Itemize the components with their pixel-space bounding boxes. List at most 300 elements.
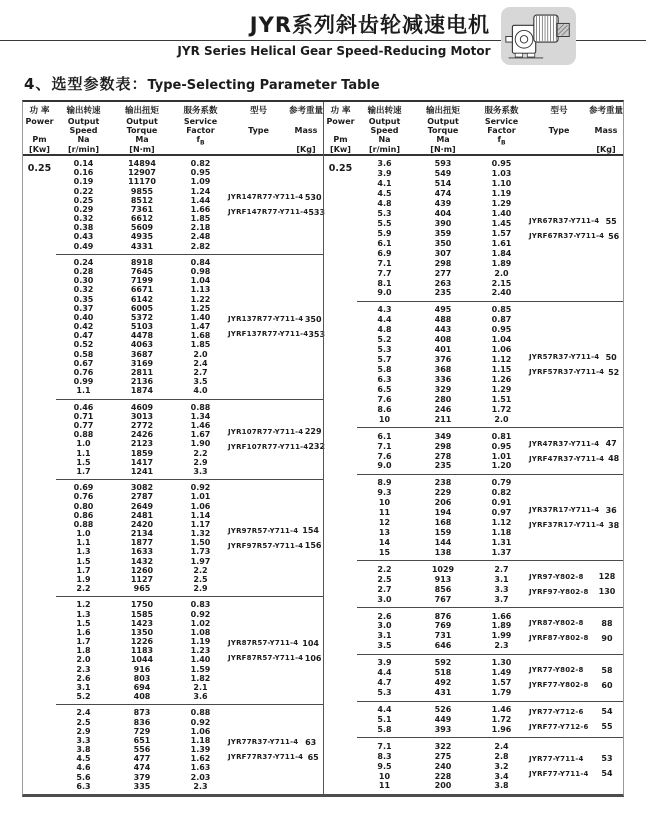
factor-cell: 1.85: [190, 340, 211, 350]
torque-cell: 401: [434, 345, 452, 355]
table-row: [56, 458, 228, 467]
mass-value: 47: [605, 439, 617, 449]
factor-cell: 1.40: [190, 655, 211, 665]
table-row: [56, 223, 228, 232]
mass-value: 50: [605, 352, 617, 362]
torque-cell: 965: [133, 584, 151, 594]
table-row: [357, 498, 529, 507]
table-row: [56, 538, 228, 547]
torque-cell: 7645: [130, 267, 154, 277]
type-label: JYR97R57-Y711-4: [228, 526, 299, 535]
factor-cell: 0.97: [491, 508, 512, 518]
factor-cell: 1.22: [190, 294, 211, 304]
type-label: JYRF77-Y802-8: [529, 681, 589, 690]
table-row: [56, 584, 228, 593]
speed-cell: 5.3: [377, 345, 392, 355]
block-rows: [357, 159, 529, 298]
torque-cell: 1350: [130, 627, 154, 637]
table-row: [56, 646, 228, 655]
table-row: [56, 736, 228, 745]
factor-cell: 0.81: [491, 431, 512, 441]
col-header-mass: 参考重量 Mass [Kg]: [589, 106, 624, 154]
speed-cell: 0.88: [73, 430, 94, 440]
speed-cell: 0.77: [73, 421, 94, 431]
table-row: [357, 585, 529, 594]
type-label: JYRF67R37-Y711-4: [529, 232, 605, 241]
section-title-en: Type-Selecting Parameter Table: [147, 78, 380, 93]
factor-cell: 1.82: [190, 673, 211, 683]
torque-cell: 1183: [130, 646, 154, 656]
torque-cell: 390: [434, 218, 452, 228]
torque-cell: 492: [434, 678, 452, 688]
speed-cell: 8.6: [377, 404, 392, 414]
type-label: JYRF87-Y802-8: [529, 634, 589, 643]
speed-cell: 9.0: [377, 461, 392, 471]
torque-cell: 393: [434, 724, 452, 734]
factor-cell: 0.88: [190, 708, 211, 718]
type-mass-line: [228, 193, 323, 202]
speed-cell: 0.71: [73, 411, 94, 421]
mass-value: 229: [304, 427, 322, 437]
table-row: [357, 658, 529, 667]
table-row: [56, 285, 228, 294]
torque-cell: 12907: [128, 168, 156, 178]
factor-cell: 3.4: [494, 771, 509, 781]
type-mass-line: [228, 654, 323, 663]
table-row: [56, 331, 228, 340]
torque-cell: 235: [434, 461, 452, 471]
torque-cell: 2649: [130, 501, 154, 511]
table-row: [357, 335, 529, 344]
table-row: [357, 508, 529, 517]
speed-cell: 11: [378, 508, 391, 518]
section-heading: [24, 73, 380, 94]
factor-cell: 1.34: [190, 411, 211, 421]
type-mass-group: [228, 708, 323, 791]
type-mass-line: [228, 526, 323, 535]
table-row: [357, 305, 529, 314]
speed-cell: 5.3: [377, 688, 392, 698]
factor-cell: 1.72: [491, 404, 512, 414]
factor-cell: 0.98: [190, 267, 211, 277]
table-row: [56, 600, 228, 609]
speed-cell: 2.2: [377, 564, 392, 574]
torque-cell: 322: [434, 741, 452, 751]
torque-cell: 549: [434, 169, 452, 179]
table-row: [357, 179, 529, 188]
factor-cell: 3.6: [193, 692, 208, 702]
torque-cell: 6612: [130, 214, 154, 224]
speed-cell: 0.37: [73, 303, 94, 313]
table-row: [357, 279, 529, 288]
torque-cell: 359: [434, 228, 452, 238]
block-rows: [357, 741, 529, 791]
speed-cell: 10: [378, 771, 391, 781]
factor-cell: 1.25: [190, 303, 211, 313]
table-row: [56, 655, 228, 664]
type-mass-group: [228, 483, 323, 593]
parameter-block: [357, 427, 623, 474]
speed-cell: 7.6: [377, 451, 392, 461]
torque-cell: 278: [434, 451, 452, 461]
table-row: [357, 452, 529, 461]
factor-cell: 1.30: [491, 658, 512, 668]
table-half-left: [23, 102, 326, 794]
table-row: [56, 708, 228, 717]
block-rows: [56, 403, 228, 476]
torque-cell: 277: [434, 268, 452, 278]
mass-value: 154: [302, 526, 319, 536]
table-row: [56, 350, 228, 359]
table-row: [357, 678, 529, 687]
speed-cell: 0.99: [73, 377, 94, 387]
parameter-block: [357, 701, 623, 738]
speed-cell: 0.52: [73, 340, 94, 350]
speed-cell: 12: [378, 518, 391, 528]
parameter-block: [357, 156, 623, 301]
factor-cell: 1.44: [190, 195, 211, 205]
table-row: [56, 276, 228, 285]
table-row: [357, 715, 529, 724]
block-rows: [357, 658, 529, 698]
blocks-right: [357, 156, 623, 794]
table-row: [357, 772, 529, 781]
col-header-power: 功 率 Power Pm [Kw]: [326, 106, 355, 154]
factor-cell: 3.8: [494, 781, 509, 791]
block-rows: [357, 611, 529, 651]
factor-cell: 1.62: [190, 754, 211, 764]
mass-value: 130: [598, 587, 616, 597]
type-mass-group: [529, 305, 623, 424]
factor-cell: 2.5: [193, 574, 208, 584]
table-row: [56, 683, 228, 692]
torque-cell: 3013: [130, 411, 154, 421]
torque-cell: 379: [133, 772, 151, 782]
factor-cell: 0.82: [491, 488, 512, 498]
type-mass-line: [529, 217, 623, 226]
mass-value: 48: [608, 454, 620, 464]
mass-value: 88: [601, 618, 613, 628]
type-mass-group: [529, 564, 623, 604]
speed-cell: 9.5: [377, 761, 392, 771]
type-label: JYRF37R17-Y711-4: [529, 521, 605, 530]
mass-value: 52: [608, 367, 620, 377]
col-header-power: 功 率 Power Pm [Kw]: [25, 106, 54, 154]
factor-cell: 1.12: [491, 518, 512, 528]
factor-cell: 2.40: [491, 288, 512, 298]
speed-cell: 5.3: [377, 209, 392, 219]
speed-cell: 1.0: [76, 439, 91, 449]
factor-cell: 1.23: [190, 646, 211, 656]
type-mass-line: [529, 681, 623, 690]
torque-cell: 211: [434, 414, 452, 424]
torque-cell: 329: [434, 384, 452, 394]
table-body-right: [324, 156, 623, 794]
speed-cell: 4.5: [377, 189, 392, 199]
factor-cell: 1.46: [491, 704, 512, 714]
factor-cell: 0.82: [190, 159, 211, 169]
type-mass-line: [529, 634, 623, 643]
speed-cell: 6.1: [377, 431, 392, 441]
mass-value: 65: [307, 752, 319, 762]
type-label: JYRF77-Y711-4: [529, 769, 589, 778]
type-mass-line: [228, 639, 323, 648]
factor-cell: 0.83: [190, 600, 211, 610]
table-row: [56, 692, 228, 701]
torque-cell: 229: [434, 488, 452, 498]
speed-cell: 1.2: [76, 600, 91, 610]
table-row: [357, 575, 529, 584]
speed-cell: 2.3: [76, 664, 91, 674]
mass-value: 36: [605, 505, 617, 515]
speed-cell: 0.88: [73, 519, 94, 529]
type-mass-line: [529, 666, 623, 675]
torque-cell: 1750: [130, 600, 154, 610]
speed-cell: 0.43: [73, 232, 94, 242]
speed-cell: 6.5: [377, 384, 392, 394]
table-row: [357, 488, 529, 497]
factor-cell: 2.15: [491, 278, 512, 288]
type-label: JYR147R77-Y711-4: [228, 193, 304, 202]
torque-cell: 767: [434, 594, 452, 604]
factor-cell: 1.89: [491, 258, 512, 268]
speed-cell: 2.2: [76, 584, 91, 594]
torque-cell: 1127: [130, 574, 154, 584]
speed-cell: 7.1: [377, 441, 392, 451]
factor-cell: 0.88: [190, 402, 211, 412]
factor-cell: 3.5: [193, 377, 208, 387]
speed-cell: 7.6: [377, 394, 392, 404]
factor-cell: 2.3: [193, 781, 208, 791]
table-row: [357, 269, 529, 278]
table-row: [357, 159, 529, 168]
table-row: [56, 242, 228, 251]
factor-cell: 1.13: [190, 285, 211, 295]
factor-cell: 2.48: [190, 232, 211, 242]
torque-cell: 1241: [130, 466, 154, 476]
torque-cell: 6005: [130, 303, 154, 313]
table-row: [357, 548, 529, 557]
type-mass-group: [529, 159, 623, 298]
table-row: [56, 511, 228, 520]
speed-cell: 5.9: [377, 228, 392, 238]
factor-cell: 4.0: [193, 386, 208, 396]
type-mass-line: [228, 541, 323, 550]
table-row: [56, 313, 228, 322]
factor-cell: 2.3: [494, 641, 509, 651]
type-mass-line: [529, 454, 623, 463]
factor-cell: 1.97: [190, 556, 211, 566]
torque-cell: 1859: [130, 448, 154, 458]
type-mass-line: [529, 521, 623, 530]
torque-cell: 404: [434, 209, 452, 219]
type-label: JYR77R37-Y711-4: [228, 738, 299, 747]
factor-cell: 1.19: [190, 637, 211, 647]
factor-cell: 2.0: [193, 349, 208, 359]
speed-cell: 4.4: [377, 704, 392, 714]
type-mass-group: [228, 159, 326, 251]
type-label: JYRF147R77-Y711-4: [228, 208, 309, 217]
factor-cell: 1.18: [190, 735, 211, 745]
type-mass-group: [529, 431, 623, 471]
torque-cell: 651: [133, 735, 151, 745]
speed-cell: 3.6: [377, 159, 392, 169]
table-body-left: [23, 156, 326, 794]
speed-cell: 1.5: [76, 618, 91, 628]
type-mass-group: [529, 705, 623, 735]
speed-cell: 3.0: [377, 594, 392, 604]
table-row: [357, 528, 529, 537]
factor-cell: 1.04: [491, 335, 512, 345]
table-row: [56, 745, 228, 754]
table-row: [357, 631, 529, 640]
type-label: JYRF77R37-Y711-4: [228, 753, 304, 762]
factor-cell: 1.47: [190, 322, 211, 332]
torque-cell: 495: [434, 305, 452, 315]
factor-cell: 2.7: [494, 564, 509, 574]
torque-cell: 307: [434, 248, 452, 258]
parameter-block: [357, 654, 623, 701]
mass-value: 530: [304, 192, 322, 202]
factor-symbol: $f_B$: [196, 135, 205, 147]
factor-cell: 1.61: [491, 238, 512, 248]
torque-cell: 4478: [130, 331, 154, 341]
torque-cell: 443: [434, 325, 452, 335]
speed-cell: 0.86: [73, 510, 94, 520]
table-row: [357, 209, 529, 218]
table-row: [357, 415, 529, 424]
speed-cell: 1.7: [76, 466, 91, 476]
blocks-left: [56, 156, 326, 794]
table-row: [357, 325, 529, 334]
col-header-type: 型号 Type: [248, 106, 269, 135]
parameter-block: [56, 399, 326, 479]
speed-cell: 0.28: [73, 267, 94, 277]
speed-cell: 6.1: [377, 238, 392, 248]
table-header-right: [324, 102, 623, 156]
block-rows: [56, 258, 228, 396]
parameter-block: [56, 596, 323, 704]
table-row: [357, 478, 529, 487]
type-label: JYR97-Y802-8: [529, 572, 584, 581]
table-row: [357, 345, 529, 354]
parameter-block: [357, 737, 623, 794]
factor-cell: 1.72: [491, 714, 512, 724]
factor-cell: 1.67: [190, 430, 211, 440]
torque-cell: 474: [434, 189, 452, 199]
speed-cell: 3.8: [76, 745, 91, 755]
torque-cell: 694: [133, 682, 151, 692]
factor-cell: 1.50: [190, 538, 211, 548]
speed-cell: 10: [378, 498, 391, 508]
speed-cell: 2.5: [76, 717, 91, 727]
factor-cell: 0.92: [190, 483, 211, 493]
factor-cell: 0.79: [491, 478, 512, 488]
speed-cell: 3.3: [76, 735, 91, 745]
col-header-torque: 输出扭矩 Output Torque Ma [N·m]: [124, 106, 159, 154]
table-row: [357, 781, 529, 790]
type-mass-group: [228, 403, 326, 476]
torque-cell: 1877: [130, 538, 154, 548]
speed-cell: 2.7: [377, 584, 392, 594]
speed-cell: 1.3: [76, 547, 91, 557]
table-row: [56, 773, 228, 782]
speed-cell: 0.67: [73, 358, 94, 368]
table-row: [357, 565, 529, 574]
factor-cell: 1.29: [491, 199, 512, 209]
type-label: JYR77-Y712-6: [529, 707, 584, 716]
speed-cell: 5.8: [377, 365, 392, 375]
parameter-block: [56, 704, 323, 794]
torque-cell: 6142: [130, 294, 154, 304]
speed-cell: 1.9: [76, 574, 91, 584]
torque-cell: 8512: [130, 195, 154, 205]
torque-cell: 1432: [130, 556, 154, 566]
torque-cell: 1874: [130, 386, 154, 396]
table-row: [56, 412, 228, 421]
factor-cell: 1.12: [491, 355, 512, 365]
speed-cell: 4.4: [377, 668, 392, 678]
section-title-cn: 选型参数表：: [51, 75, 148, 93]
factor-cell: 2.0: [494, 268, 509, 278]
factor-cell: 0.85: [491, 305, 512, 315]
table-row: [56, 232, 228, 241]
gear-motor-illustration: [504, 9, 573, 63]
speed-cell: 1.3: [76, 609, 91, 619]
speed-cell: 0.30: [73, 276, 94, 286]
parameter-table: [22, 100, 624, 797]
factor-cell: 1.66: [491, 611, 512, 621]
speed-cell: 3.0: [377, 621, 392, 631]
mass-value: 106: [304, 653, 322, 663]
type-mass-group: [228, 258, 326, 396]
factor-cell: 3.3: [193, 466, 208, 476]
torque-cell: 3169: [130, 358, 154, 368]
torque-cell: 246: [434, 404, 452, 414]
factor-cell: 2.03: [190, 772, 211, 782]
table-row: [56, 421, 228, 430]
table-row: [56, 529, 228, 538]
torque-cell: 408: [133, 692, 151, 702]
speed-cell: 0.40: [73, 312, 94, 322]
table-row: [357, 189, 529, 198]
table-row: [357, 762, 529, 771]
torque-cell: 3082: [130, 483, 154, 493]
table-row: [56, 304, 228, 313]
table-row: [56, 763, 228, 772]
block-rows: [56, 483, 228, 593]
speed-cell: 4.8: [377, 325, 392, 335]
speed-cell: 1.7: [76, 637, 91, 647]
speed-cell: 2.6: [377, 611, 392, 621]
torque-cell: 1585: [130, 609, 154, 619]
factor-cell: 0.95: [190, 168, 211, 178]
torque-cell: 836: [133, 717, 151, 727]
table-row: [357, 518, 529, 527]
table-row: [56, 386, 228, 395]
torque-cell: 593: [434, 159, 452, 169]
torque-cell: 4331: [130, 241, 154, 251]
speed-cell: 0.58: [73, 349, 94, 359]
type-mass-line: [228, 207, 326, 217]
table-row: [56, 359, 228, 368]
table-header-left: [23, 102, 323, 156]
parameter-block: [357, 607, 623, 654]
table-row: [357, 229, 529, 238]
table-row: [56, 637, 228, 646]
torque-cell: 235: [434, 288, 452, 298]
torque-cell: 1417: [130, 457, 154, 467]
